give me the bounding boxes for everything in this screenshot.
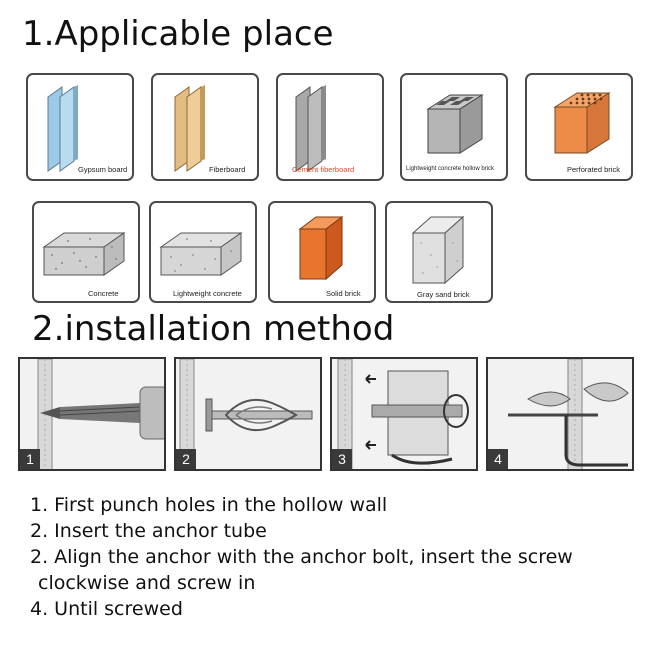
step-number: 4 — [488, 449, 508, 469]
material-label: Gray sand brick — [417, 290, 470, 299]
material-card-gypsum-board — [26, 73, 134, 181]
lightweight-concrete-block-icon — [151, 203, 257, 303]
anchor-tube-icon — [176, 359, 322, 471]
step-number: 2 — [176, 449, 196, 469]
drill-icon — [20, 359, 166, 471]
install-step-2 — [174, 357, 322, 471]
material-card-cement-fiberboard — [276, 73, 384, 181]
material-label: Gypsum board — [78, 165, 128, 174]
material-card-concrete — [32, 201, 140, 303]
material-card-perforated-brick — [525, 73, 633, 181]
step-number: 1 — [20, 449, 40, 469]
hook-screw-icon — [488, 359, 634, 471]
install-step-4 — [486, 357, 634, 471]
material-label: Perforated brick — [567, 165, 620, 174]
material-label: Lightweight concrete — [173, 289, 242, 298]
instruction-line-4: 4. Until screwed — [30, 598, 183, 620]
material-label: Lightweight concrete hollow brick — [406, 166, 495, 172]
material-card-gray-sand-brick — [385, 201, 493, 303]
solid-brick-icon — [270, 203, 376, 303]
install-step-3 — [330, 357, 478, 471]
material-card-lightweight-concrete — [149, 201, 257, 303]
material-card-fiberboard — [151, 73, 259, 181]
instruction-line-3-continued: clockwise and screw in — [38, 572, 256, 594]
step-number: 3 — [332, 449, 352, 469]
section-title-applicable-place: 1.Applicable place — [22, 14, 334, 54]
instruction-line-3: 2. Align the anchor with the anchor bolt, insert the screw — [30, 546, 573, 568]
material-label: Cement fiberboard — [292, 165, 355, 174]
material-card-hollow-brick — [400, 73, 508, 181]
material-label: Solid brick — [326, 289, 361, 298]
section-title-installation-method: 2.installation method — [32, 309, 395, 349]
instruction-line-1: 1. First punch holes in the hollow wall — [30, 494, 388, 516]
instructions-list — [30, 492, 640, 622]
gray-sand-brick-icon — [387, 203, 493, 303]
setting-tool-icon — [332, 359, 478, 471]
install-step-1 — [18, 357, 166, 471]
concrete-block-icon — [34, 203, 140, 303]
instruction-line-2: 2. Insert the anchor tube — [30, 520, 267, 542]
material-label: Concrete — [88, 289, 119, 298]
material-card-solid-brick — [268, 201, 376, 303]
material-label: Fiberboard — [209, 165, 246, 174]
